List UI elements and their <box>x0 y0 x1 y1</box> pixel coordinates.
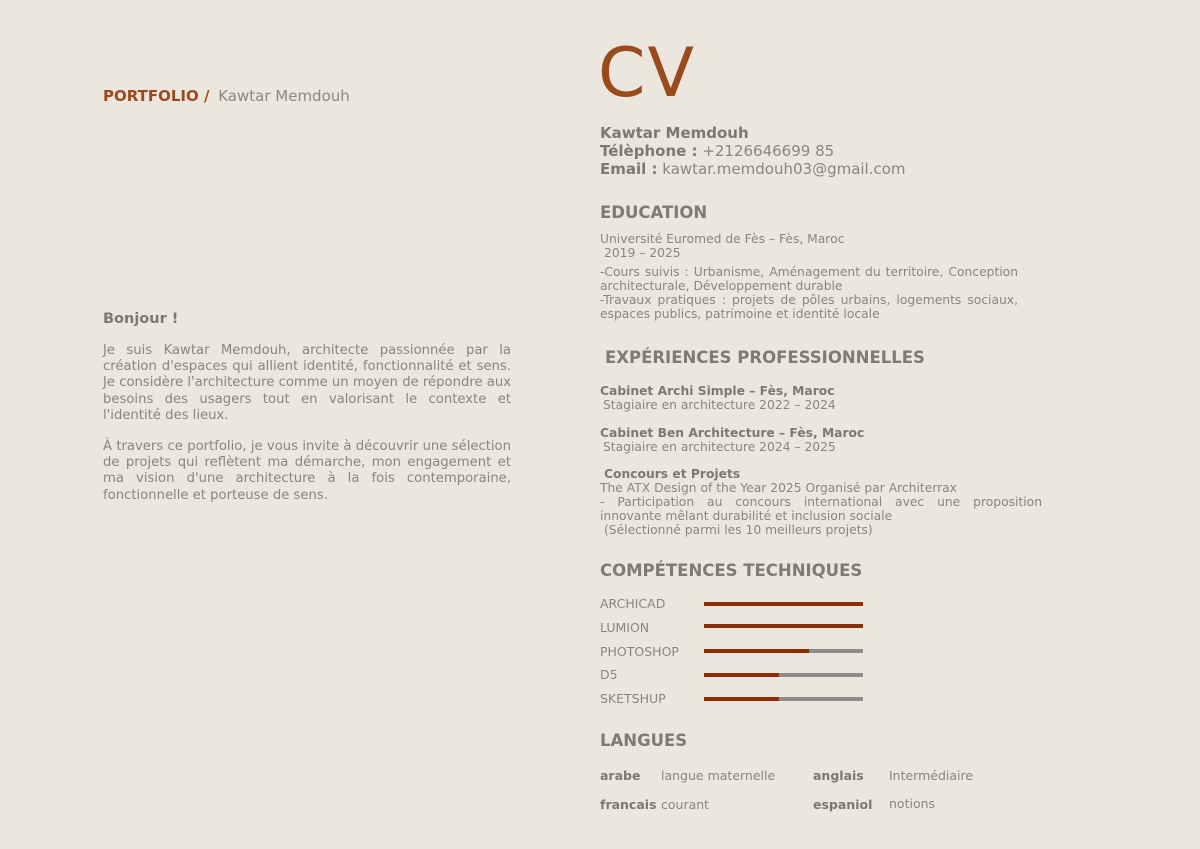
languages-title: LANGUES <box>600 731 688 750</box>
experience-role-1: Stagiaire en architecture 2022 – 2024 <box>603 398 836 412</box>
experience-company-2: Cabinet Ben Architecture – Fès, Maroc <box>600 426 865 440</box>
phone-label: Télèphone : <box>600 142 698 160</box>
education-school: Université Euromed de Fès – Fès, Maroc <box>600 232 845 246</box>
experience-company-1: Cabinet Archi Simple – Fès, Maroc <box>600 384 835 398</box>
greeting-heading: Bonjour ! <box>103 311 179 327</box>
contest-line-2: - Participation au concours international avec une proposition innovante mêlant durabilité et inclusion sociale <box>600 495 1042 523</box>
skill-label-archicad: ARCHICAD <box>600 596 666 611</box>
skill-fill-photoshop <box>704 649 809 653</box>
skill-label-photoshop: PHOTOSHOP <box>600 644 679 659</box>
email-value: kawtar.memdouh03@gmail.com <box>662 160 906 178</box>
experience-role-2: Stagiaire en architecture 2024 – 2025 <box>603 440 836 454</box>
language-name-anglais: anglais <box>813 768 864 783</box>
language-level-espaniol: notions <box>889 796 936 811</box>
intro-paragraph-2: À travers ce portfolio, je vous invite à découvrir une sélection de projets qui reflètent ma démarche, mon engagement et ma vision d'une architecture à la fois contemporaine, fonctionnelle et porteuse de sens. <box>103 439 511 503</box>
skills-title: COMPÉTENCES TECHNIQUES <box>600 561 863 580</box>
language-name-espaniol: espaniol <box>813 797 873 812</box>
language-name-arabe: arabe <box>600 768 641 783</box>
contest-line-1: The ATX Design of the Year 2025 Organisé par Architerrax <box>600 481 957 495</box>
email-label: Email : <box>600 160 658 178</box>
language-name-francais: francais <box>600 797 657 812</box>
portfolio-header <box>103 87 350 105</box>
skill-fill-sketshup <box>704 697 779 701</box>
contact-block <box>600 124 906 178</box>
skill-bar-d5 <box>704 673 863 677</box>
cv-title: CV <box>598 34 696 113</box>
skill-bar-photoshop <box>704 649 863 653</box>
skill-fill-d5 <box>704 673 779 677</box>
language-level-arabe: langue maternelle <box>661 768 776 783</box>
portfolio-label: PORTFOLIO / <box>103 87 210 105</box>
phone-value: +2126646699 85 <box>702 142 835 160</box>
language-level-francais: courant <box>661 797 710 812</box>
contest-line-3: (Sélectionné parmi les 10 meilleurs projets) <box>604 523 873 537</box>
portfolio-author-name: Kawtar Memdouh <box>218 87 350 105</box>
education-courses: -Cours suivis : Urbanisme, Aménagement du territoire, Conception architecturale, Développement durable <box>600 265 1018 293</box>
education-works: -Travaux pratiques : projets de pôles urbains, logements sociaux, espaces publics, patrimoine et identité locale <box>600 293 1018 321</box>
skill-label-lumion: LUMION <box>600 620 650 635</box>
education-title: EDUCATION <box>600 203 708 222</box>
skill-bar-lumion <box>704 624 863 628</box>
experience-title: EXPÉRIENCES PROFESSIONNELLES <box>605 348 925 367</box>
skill-bar-sketshup <box>704 697 863 701</box>
skill-bar-archicad <box>704 602 863 606</box>
contest-title: Concours et Projets <box>604 467 741 481</box>
skill-fill-archicad <box>704 602 863 606</box>
language-level-anglais: Intermédiaire <box>889 768 974 783</box>
education-years: 2019 – 2025 <box>604 246 681 260</box>
intro-paragraph-1: Je suis Kawtar Memdouh, architecte passionnée par la création d'espaces qui allient identité, fonctionnalité et sens. Je considère l'architecture comme un moyen de répondre aux besoins des usagers tout en valorisant le contexte et l'identité des lieux. <box>103 343 511 423</box>
skill-label-sketshup: SKETSHUP <box>600 691 666 706</box>
skill-fill-lumion <box>704 624 863 628</box>
skill-label-d5: D5 <box>600 667 618 682</box>
cv-name: Kawtar Memdouh <box>600 124 749 142</box>
